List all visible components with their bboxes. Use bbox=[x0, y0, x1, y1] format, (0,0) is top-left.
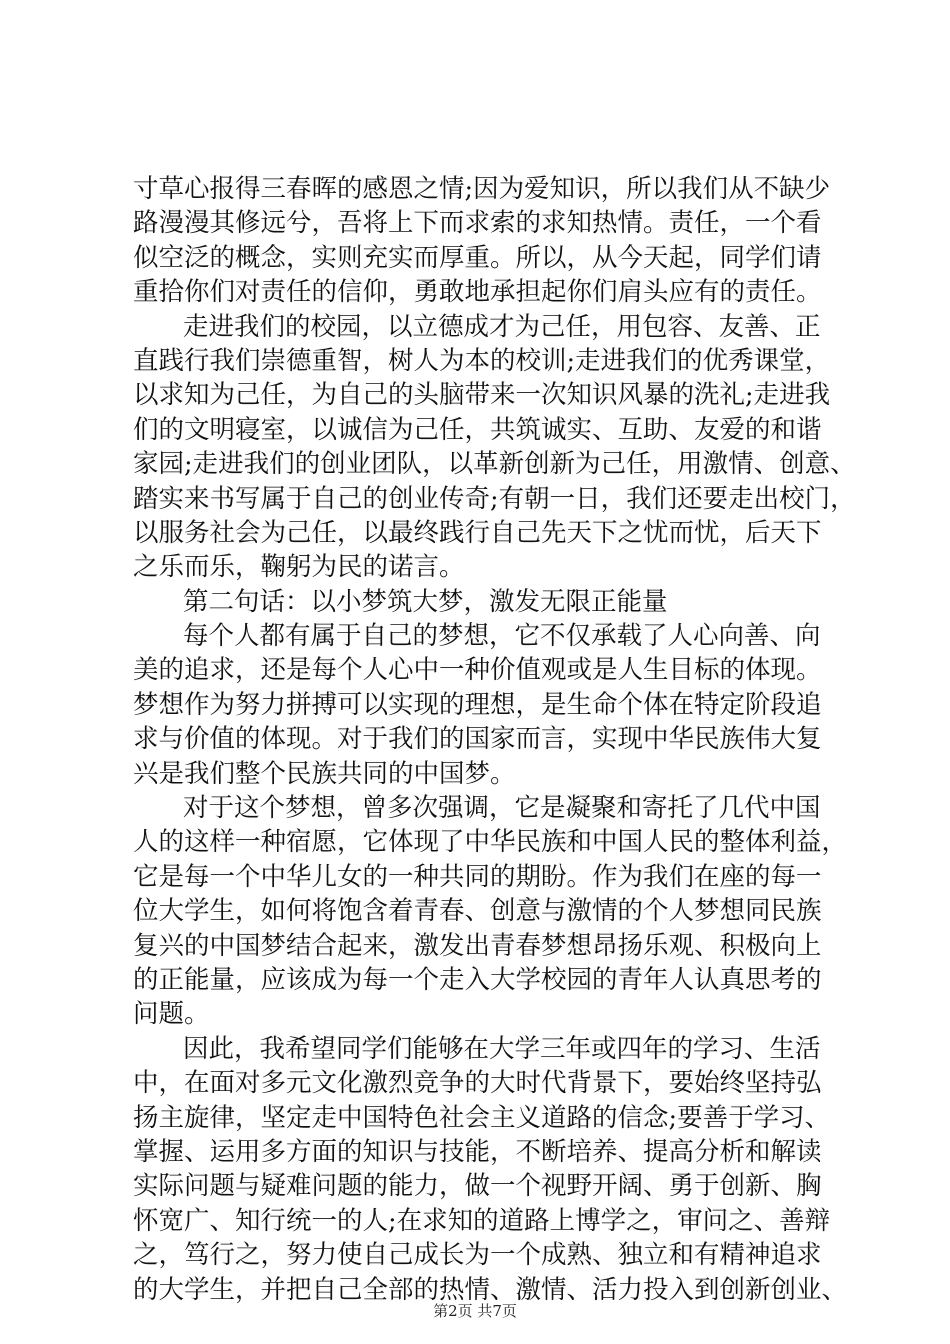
paragraph-line: 掌握、运用多方面的知识与技能，不断培养、提高分析和解读 bbox=[133, 1136, 822, 1167]
paragraph-line: 怀宽广、知行统一的人;在求知的道路上博学之，审问之、善辩 bbox=[133, 1205, 831, 1236]
paragraph-line: 走进我们的校园，以立德成才为己任，用包容、友善、正 bbox=[183, 311, 821, 342]
paragraph-line: 对于这个梦想，曾多次强调，它是凝聚和寄托了几代中国 bbox=[183, 793, 821, 824]
paragraph-line: 寸草心报得三春晖的感恩之情;因为爱知识，所以我们从不缺少 bbox=[133, 174, 831, 204]
paragraph-line: 梦想作为努力拼搏可以实现的理想，是生命个体在特定阶段追 bbox=[133, 689, 822, 720]
paragraph-line: 的正能量，应该成为每一个走入大学校园的青年人认真思考的 bbox=[133, 964, 822, 995]
paragraph-line: 第二句话：以小梦筑大梦，激发无限正能量 bbox=[183, 586, 668, 617]
paragraph-line: 以服务社会为己任，以最终践行自己先天下之忧而忧，后天下 bbox=[133, 517, 822, 548]
page-footer: 第2页 共7页 bbox=[433, 1302, 517, 1320]
paragraph-line: 直践行我们崇德重智，树人为本的校训;走进我们的优秀课堂， bbox=[133, 345, 831, 376]
paragraph-line: 实际问题与疑难问题的能力，做一个视野开阔、勇于创新、胸 bbox=[133, 1171, 822, 1202]
paragraph-line: 们的文明寝室，以诚信为己任，共筑诚实、互助、友爱的和谐 bbox=[133, 414, 822, 445]
paragraph-line: 似空泛的概念，实则充实而厚重。所以，从今天起，同学们请 bbox=[133, 242, 822, 273]
paragraph-line: 问题。 bbox=[133, 999, 210, 1030]
paragraph-line: 它是每一个中华儿女的一种共同的期盼。作为我们在座的每一 bbox=[133, 861, 822, 892]
paragraph-line: 兴是我们整个民族共同的中国梦。 bbox=[133, 758, 516, 789]
paragraph-line: 之，笃行之，努力使自己成长为一个成熟、独立和有精神追求 bbox=[133, 1240, 822, 1271]
paragraph-line: 每个人都有属于自己的梦想，它不仅承载了人心向善、向 bbox=[183, 621, 821, 652]
paragraph-line: 因此，我希望同学们能够在大学三年或四年的学习、生活 bbox=[183, 1033, 821, 1064]
paragraph-line: 复兴的中国梦结合起来，激发出青春梦想昂扬乐观、积极向上 bbox=[133, 930, 822, 961]
document-body bbox=[133, 172, 856, 1307]
paragraph-line: 路漫漫其修远兮，吾将上下而求索的求知热情。责任，一个看 bbox=[133, 208, 822, 239]
paragraph-line: 求与价值的体现。对于我们的国家而言，实现中华民族伟大复 bbox=[133, 724, 822, 755]
paragraph-line: 位大学生，如何将饱含着青春、创意与激情的个人梦想同民族 bbox=[133, 896, 822, 927]
paragraph-line: 之乐而乐，鞠躬为民的诺言。 bbox=[133, 552, 465, 583]
paragraph-line: 的大学生，并把自己全部的热情、激情、活力投入到创新创业、 bbox=[133, 1274, 848, 1305]
paragraph-line: 扬主旋律，坚定走中国特色社会主义道路的信念;要善于学习、 bbox=[133, 1102, 831, 1133]
paragraph-line: 踏实来书写属于自己的创业传奇;有朝一日，我们还要走出校门， bbox=[133, 483, 856, 514]
paragraph-line: 家园;走进我们的创业团队，以革新创新为己任，用激情、创意、 bbox=[133, 449, 856, 480]
paragraph-line: 人的这样一种宿愿，它体现了中华民族和中国人民的整体利益， bbox=[133, 827, 848, 858]
paragraph-line: 以求知为己任，为自己的头脑带来一次知识风暴的洗礼;走进我 bbox=[133, 380, 831, 411]
paragraph-line: 重拾你们对责任的信仰，勇敢地承担起你们肩头应有的责任。 bbox=[133, 277, 822, 308]
paragraph-line: 美的追求，还是每个人心中一种价值观或是人生目标的体现。 bbox=[133, 655, 822, 686]
paragraph-line: 中，在面对多元文化激烈竞争的大时代背景下，要始终坚持弘 bbox=[133, 1068, 822, 1099]
